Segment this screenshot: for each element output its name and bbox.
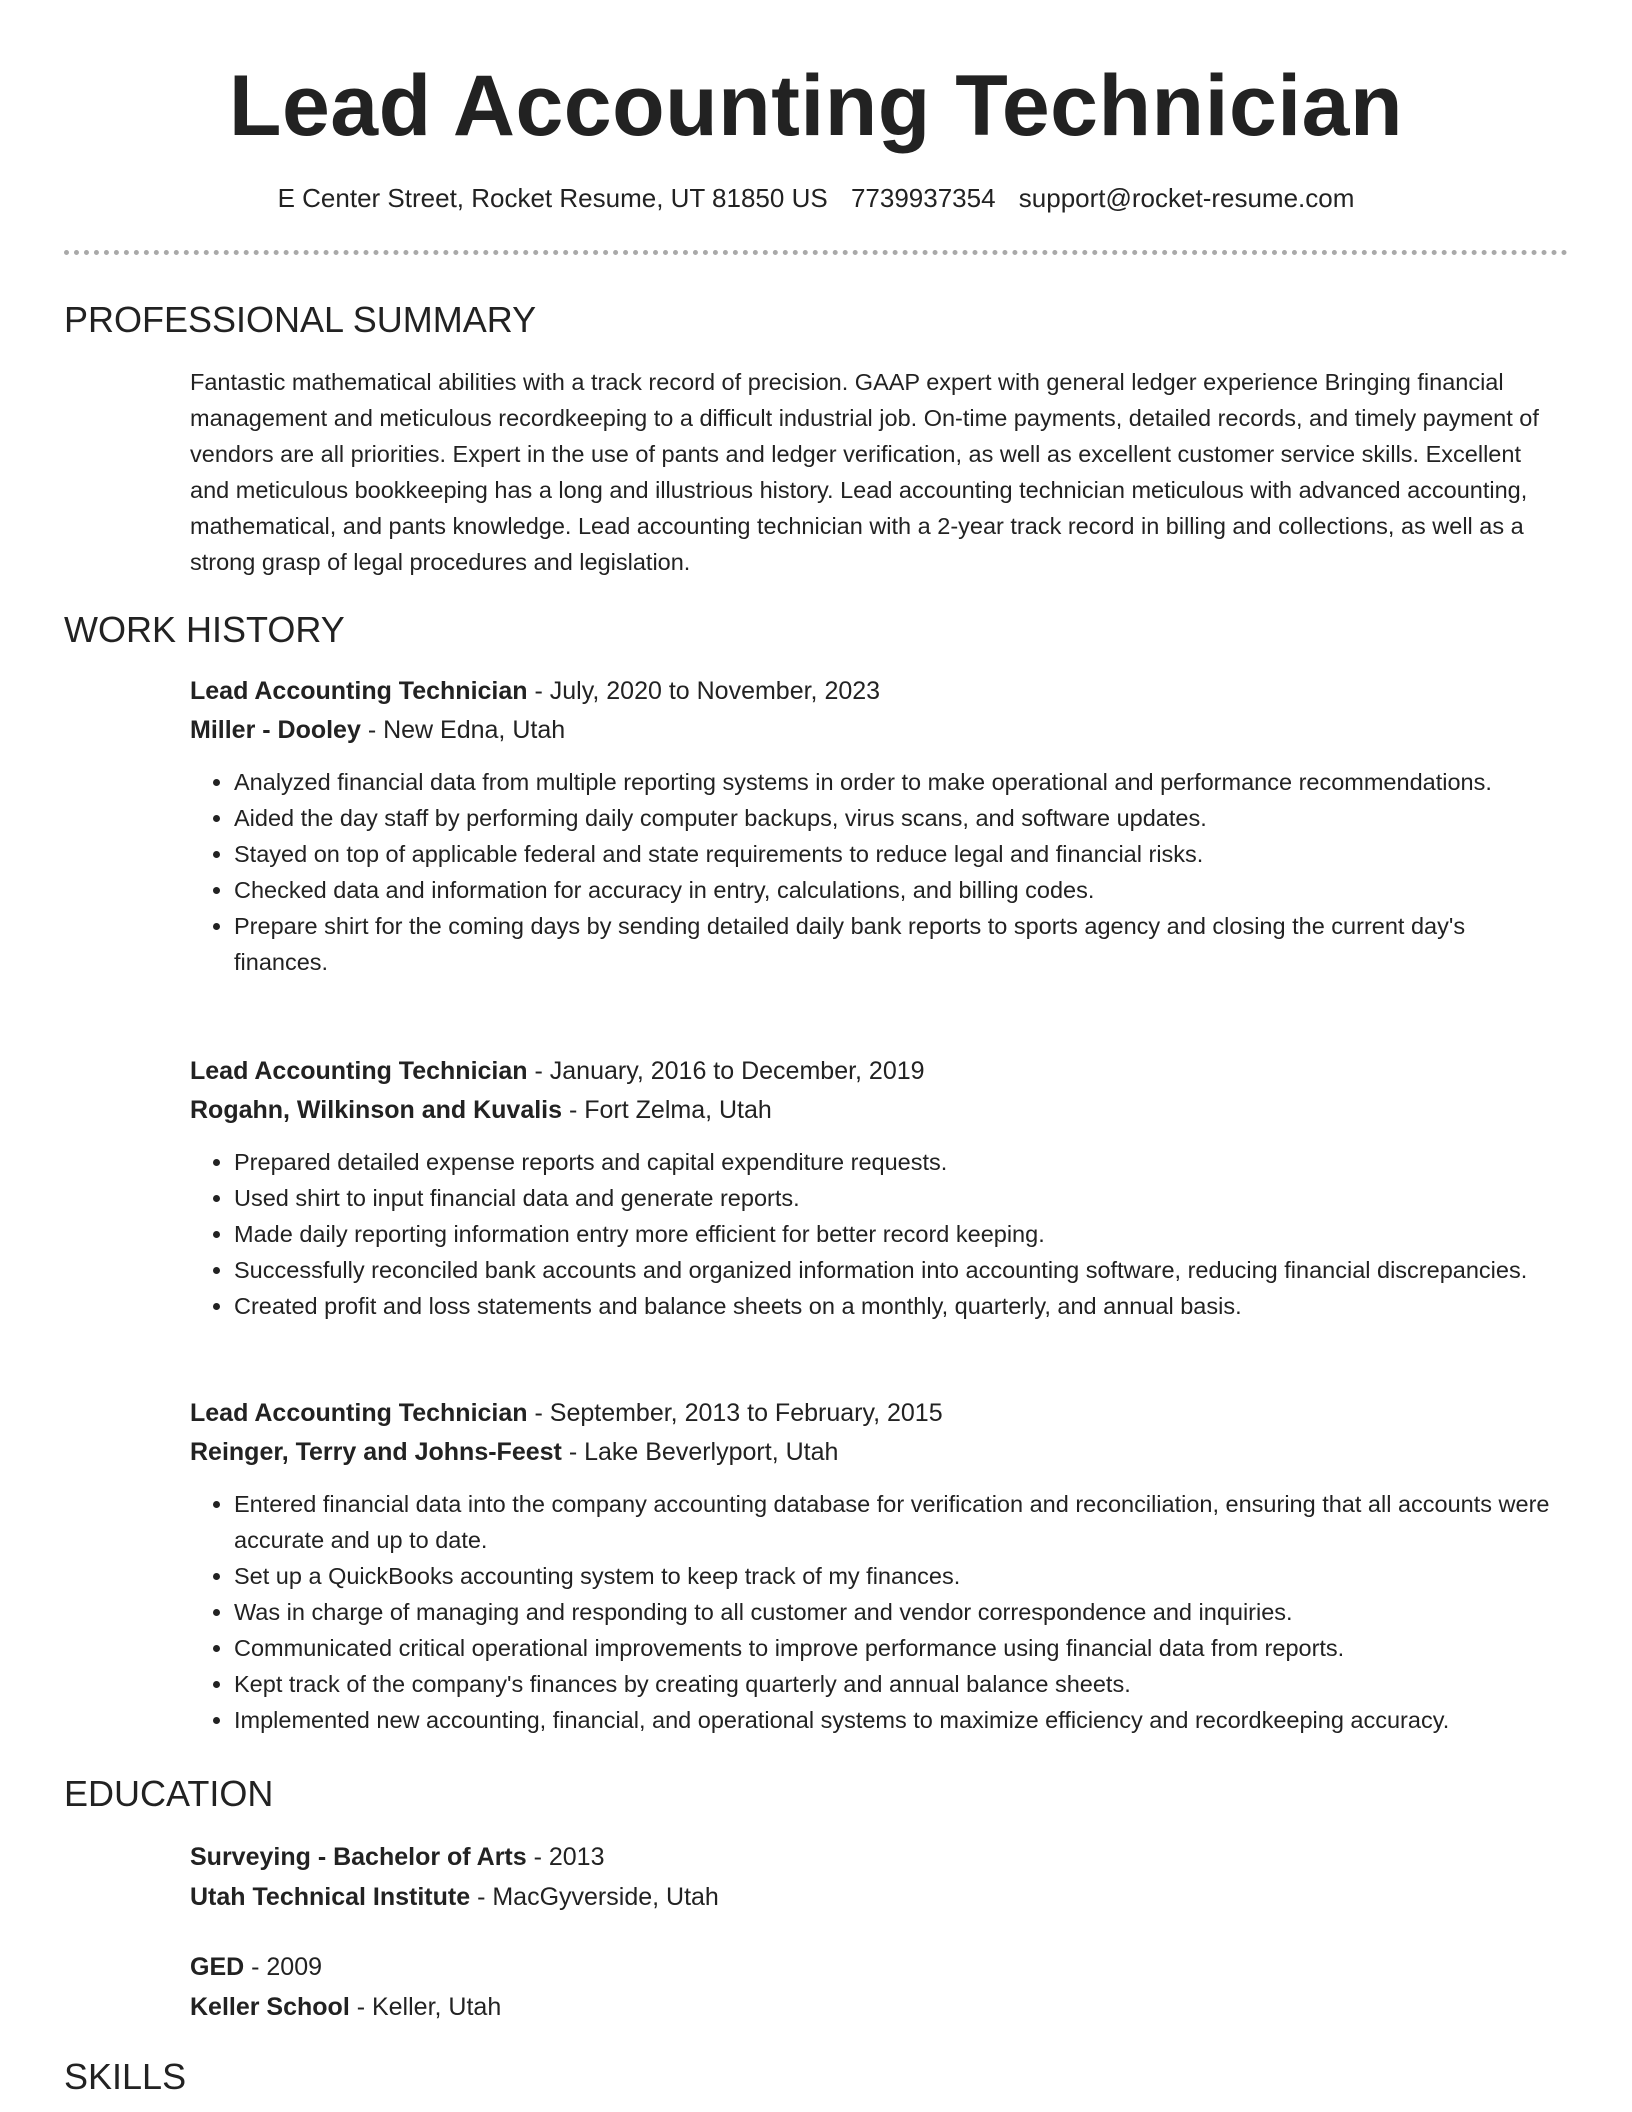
job-title: Lead Accounting Technician <box>190 1057 528 1085</box>
degree-year: - 2013 <box>526 1843 605 1871</box>
list-item: • Checked data and information for accuracy in entry, calculations, and billing codes. <box>234 872 1560 908</box>
list-item: • Implemented new accounting, financial, and operational systems to maximize efficiency and recordkeeping accuracy. <box>234 1702 1560 1738</box>
contact-email: support@rocket-resume.com <box>1018 183 1355 213</box>
job-entry <box>190 1394 1560 1738</box>
school-location: - MacGyverside, Utah <box>470 1883 719 1911</box>
list-item: • Prepare shirt for the coming days by sending detailed daily bank reports to sports agency and closing the current day's finances. <box>234 908 1560 980</box>
job-title-line <box>190 672 1560 711</box>
list-item: • Prepared detailed expense reports and capital expenditure requests. <box>234 1144 1560 1180</box>
job-title-line <box>190 1052 1560 1091</box>
job-dates: - September, 2013 to February, 2015 <box>527 1399 943 1427</box>
job-entry <box>190 1052 1560 1324</box>
job-duties-list <box>190 1486 1560 1738</box>
job-location: - Lake Beverlyport, Utah <box>561 1438 839 1466</box>
job-duties-list <box>190 764 1560 980</box>
job-title: Lead Accounting Technician <box>190 1399 528 1427</box>
contact-line <box>0 180 1632 216</box>
list-item: • Entered financial data into the company accounting database for verification and reconciliation, ensuring that all accounts were accurate and up to date. <box>234 1486 1560 1558</box>
job-entry <box>190 672 1560 980</box>
job-dates: - July, 2020 to November, 2023 <box>527 677 881 705</box>
candidate-name: Lead Accounting Technician <box>228 58 1404 154</box>
job-company-line <box>190 711 1560 750</box>
list-item: • Communicated critical operational improvements to improve performance using financial data from reports. <box>234 1630 1560 1666</box>
list-item: • Made daily reporting information entry more efficient for better record keeping. <box>234 1216 1560 1252</box>
job-title: Lead Accounting Technician <box>190 677 528 705</box>
list-item: • Analyzed financial data from multiple reporting systems in order to make operational and performance recommendations. <box>234 764 1560 800</box>
school-location: - Keller, Utah <box>349 1993 502 2021</box>
job-company: Miller - Dooley <box>190 716 361 744</box>
list-item: • Stayed on top of applicable federal and state requirements to reduce legal and financial risks. <box>234 836 1560 872</box>
list-item: • Created profit and loss statements and balance sheets on a monthly, quarterly, and annual basis. <box>234 1288 1560 1324</box>
list-item: • Set up a QuickBooks accounting system to keep track of my finances. <box>234 1558 1560 1594</box>
list-item: • Was in charge of managing and responding to all customer and vendor correspondence and inquiries. <box>234 1594 1560 1630</box>
education-entry <box>190 1947 1560 2027</box>
school-line <box>190 1987 1560 2027</box>
list-item: • Used shirt to input financial data and generate reports. <box>234 1180 1560 1216</box>
school: Keller School <box>190 1993 350 2021</box>
job-location: - Fort Zelma, Utah <box>562 1096 772 1124</box>
degree: Surveying - Bachelor of Arts <box>190 1843 527 1871</box>
degree-year: - 2009 <box>244 1953 323 1981</box>
job-duties-list <box>190 1144 1560 1324</box>
degree-line <box>190 1947 1560 1987</box>
skills-section-title: SKILLS <box>64 2056 187 2097</box>
school: Utah Technical Institute <box>190 1883 471 1911</box>
degree-line <box>190 1837 1560 1877</box>
contact-address: E Center Street, Rocket Resume, UT 81850 US <box>277 183 828 213</box>
list-item: • Successfully reconciled bank accounts and organized information into accounting software, reducing financial discrepancies. <box>234 1252 1560 1288</box>
job-company-line <box>190 1091 1560 1130</box>
job-company: Reinger, Terry and Johns-Feest <box>190 1438 562 1466</box>
header-divider <box>64 250 1568 255</box>
summary-section-title: PROFESSIONAL SUMMARY <box>64 299 537 340</box>
list-item: • Kept track of the company's finances by creating quarterly and annual balance sheets. <box>234 1666 1560 1702</box>
job-dates: - January, 2016 to December, 2019 <box>527 1057 925 1085</box>
contact-phone: 7739937354 <box>850 183 996 213</box>
education-entry <box>190 1837 1560 1917</box>
school-line <box>190 1877 1560 1917</box>
list-item: • Aided the day staff by performing daily computer backups, virus scans, and software updates. <box>234 800 1560 836</box>
job-location: - New Edna, Utah <box>360 716 566 744</box>
job-title-line <box>190 1394 1560 1433</box>
job-company-line <box>190 1433 1560 1472</box>
work-history-section-title: WORK HISTORY <box>64 609 345 650</box>
degree: GED <box>190 1953 245 1981</box>
job-company: Rogahn, Wilkinson and Kuvalis <box>190 1096 563 1124</box>
education-section-title: EDUCATION <box>64 1773 274 1814</box>
summary-text: Fantastic mathematical abilities with a track record of precision. GAAP expert with general ledger experience Bringing financial management and meticulous recordkeeping to a difficult industrial job. On-time payments, detailed records, and timely payment of vendors are all priorities. Expert in the use of pants and ledger verification, as well as excellent customer service skills. Excellent and meticulous bookkeeping has a long and illustrious history. Lead accounting technician meticulous with advanced accounting, mathematical, and pants knowledge. Lead accounting technician with a 2-year track record in billing and collections, as well as a strong grasp of legal procedures and legislation. <box>190 369 1539 575</box>
